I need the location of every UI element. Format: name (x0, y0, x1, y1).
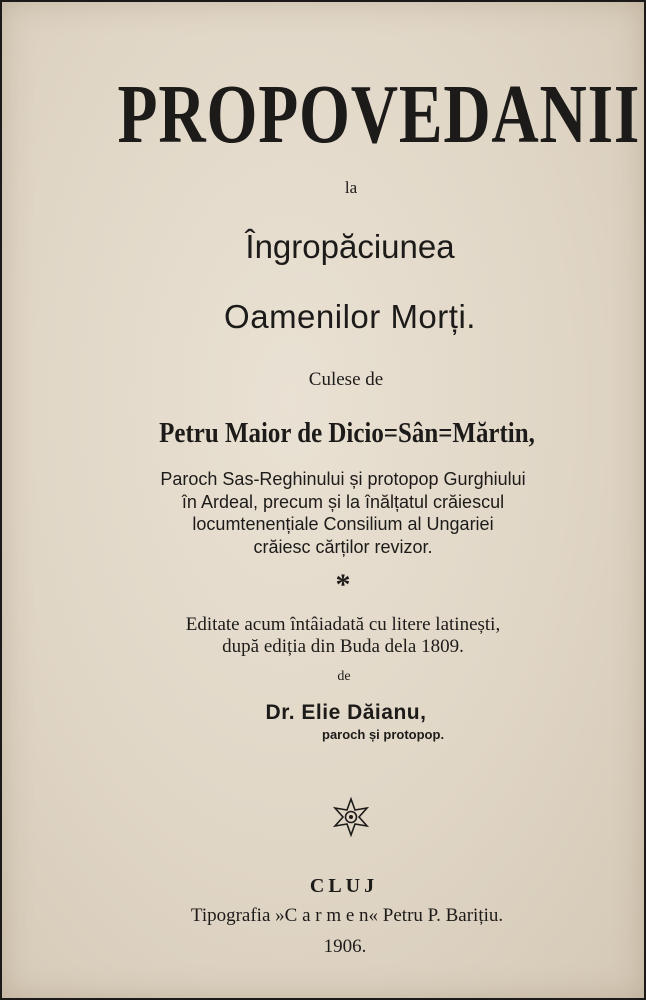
author-description-line: Paroch Sas-Reghinului și protopop Gurghiului (160, 469, 526, 489)
subtitle-la: la (344, 178, 358, 197)
editor-name: Dr. Elie Dăianu, (265, 701, 427, 724)
by-word: de (337, 669, 351, 684)
edition-note-line: după ediția din Buda dela 1809. (222, 636, 464, 657)
collected-by-label: Culese de (308, 369, 384, 390)
imprint-city: CLUJ (309, 875, 379, 897)
author-description (2, 468, 646, 558)
editor-title: paroch și protopop. (322, 727, 445, 742)
imprint-year: 1906. (323, 936, 367, 957)
book-title: PROPOVEDANII (117, 68, 641, 161)
imprint-printer: Tipografia »C a r m e n« Petru P. Barițiu. (190, 905, 504, 926)
subtitle-line-2: Oamenilor Morți. (224, 298, 476, 335)
author-name: Petru Maior de Dicio=Sân=Mărtin, (159, 417, 535, 449)
author-description-line: locumtenențiale Consilium al Ungariei (192, 514, 494, 534)
author-description-line: în Ardeal, precum și la înălțatul crăiescul (181, 491, 505, 512)
asterisk-separator: * (335, 568, 351, 601)
subtitle-line-1: Îngropăciunea (245, 228, 455, 265)
author-description-line: crăiesc cărților revizor. (253, 536, 433, 557)
star-ornament-icon (330, 796, 372, 838)
edition-note (2, 614, 646, 658)
edition-note-line: Editate acum întâiadată cu litere latinești, (185, 614, 501, 635)
title-page (2, 2, 644, 998)
